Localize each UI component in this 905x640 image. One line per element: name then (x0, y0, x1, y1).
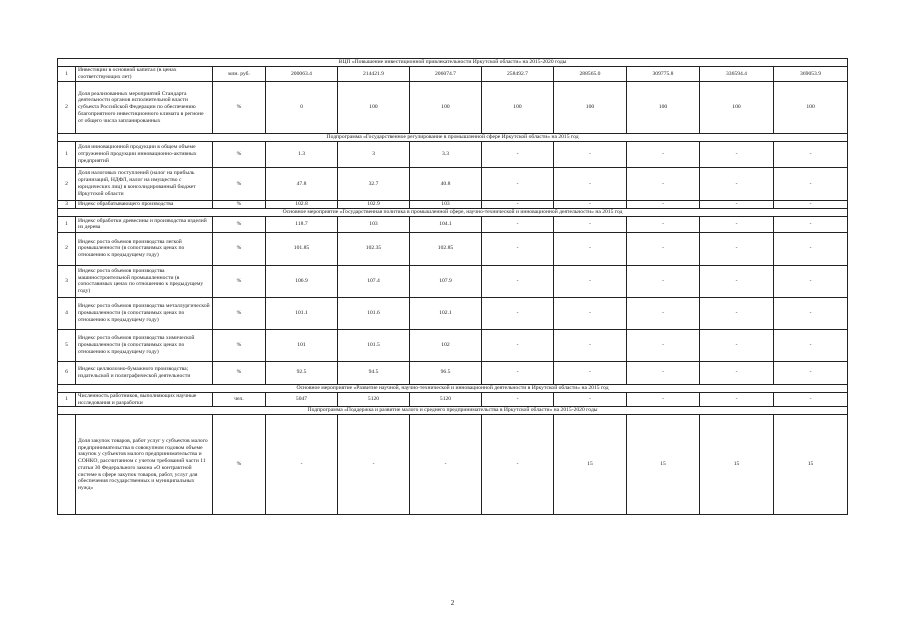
indicator-name: Численность работников, выполняющих научные исследования и разработки (76, 392, 213, 407)
indicator-unit: чел. (213, 392, 266, 407)
indicator-value: 5120 (338, 392, 410, 407)
indicator-value: - (266, 415, 338, 515)
indicator-value: 101.85 (266, 232, 338, 265)
indicator-value: 102.9 (338, 201, 410, 209)
table-row (58, 168, 848, 201)
indicator-value: - (554, 265, 627, 297)
indicator-value: 101.1 (266, 297, 338, 329)
indicator-value: 200063.4 (266, 67, 338, 82)
indicator-unit: % (213, 415, 266, 515)
indicator-value: 5120 (410, 392, 482, 407)
indicator-value: 214421.9 (338, 67, 410, 82)
indicator-value: 336594.4 (700, 67, 774, 82)
row-number: 5 (58, 329, 76, 361)
indicator-value: 104.1 (410, 216, 482, 232)
table-row (58, 392, 848, 407)
indicator-value: 96.5 (410, 361, 482, 384)
indicator-value: - (700, 361, 774, 384)
indicator-value: - (482, 216, 554, 232)
indicator-value: 107.9 (410, 265, 482, 297)
indicator-value: - (554, 142, 627, 168)
row-number: 3 (58, 201, 76, 209)
indicator-unit: % (213, 201, 266, 209)
section-header (58, 59, 848, 67)
indicator-value: - (482, 415, 554, 515)
indicator-value: 103 (410, 201, 482, 209)
indicator-value: - (482, 392, 554, 407)
section-header (58, 384, 848, 392)
indicator-name: Индекс роста объемов производства легкой промышленности (в сопоставимых ценах по отношению к предыдущему году) (76, 232, 213, 265)
row-number: 2 (58, 82, 76, 134)
table-row (58, 142, 848, 168)
indicator-unit: % (213, 297, 266, 329)
indicator-value: - (554, 201, 627, 209)
indicator-value: - (554, 392, 627, 407)
row-number (58, 415, 76, 515)
indicator-value: - (554, 168, 627, 201)
indicator-value: 0 (266, 82, 338, 134)
indicator-value: - (410, 415, 482, 515)
table-row (58, 329, 848, 361)
indicator-value: 102.85 (410, 232, 482, 265)
indicator-name: Доля закупок товаров, работ услуг у субъектов малого предпринимательства в совокупном годовом объеме закупок у субъектов малого предпринимательства и СОНКО, рассчитанном с учетом требований части 11 статьи 30 Федерального закона «О контрактной системе в сфере закупок товаров, работ, услуг для обеспечения государственных и муниципальных нужд» (76, 415, 213, 515)
indicator-value: 5047 (266, 392, 338, 407)
indicator-value: 3.3 (410, 142, 482, 168)
indicator-value: - (482, 168, 554, 201)
indicator-value: 15 (700, 415, 774, 515)
table-row (58, 232, 848, 265)
indicator-unit: % (213, 142, 266, 168)
indicator-value: 100 (554, 82, 627, 134)
indicator-value: - (554, 232, 627, 265)
indicator-value: 288565.0 (554, 67, 627, 82)
indicator-value: - (774, 201, 848, 209)
row-number: 6 (58, 361, 76, 384)
indicator-unit: % (213, 361, 266, 384)
indicator-value: 103 (338, 216, 410, 232)
indicator-value: - (554, 297, 627, 329)
indicator-value: 102 (410, 329, 482, 361)
indicator-value: - (554, 361, 627, 384)
table-row (58, 201, 848, 209)
indicator-value: 94.5 (338, 361, 410, 384)
indicator-value: - (700, 168, 774, 201)
indicator-value: - (700, 201, 774, 209)
row-number: 1 (58, 216, 76, 232)
indicator-value: - (700, 265, 774, 297)
indicator-value: 101.6 (338, 297, 410, 329)
section-header (58, 407, 848, 415)
table-row (58, 265, 848, 297)
section-title: Основное мероприятие «Государственная политика в промышленной сфере, научно-технической и инновационной деятельности» на 2015 год (58, 208, 848, 216)
section-header (58, 208, 848, 216)
indicator-value: - (627, 201, 700, 209)
indicator-value: 92.5 (266, 361, 338, 384)
indicator-value: 100 (627, 82, 700, 134)
indicator-value: - (774, 392, 848, 407)
indicator-value: - (482, 265, 554, 297)
indicator-value: - (482, 232, 554, 265)
indicator-value: - (338, 415, 410, 515)
indicator-value: - (482, 329, 554, 361)
indicator-value: 3 (338, 142, 410, 168)
indicator-value: - (700, 297, 774, 329)
table-row (58, 67, 848, 82)
indicator-value: - (554, 216, 627, 232)
indicator-name: Индекс обработки древесины и производства изделий из дерева (76, 216, 213, 232)
indicator-value: - (700, 142, 774, 168)
indicator-value: 32.7 (338, 168, 410, 201)
indicator-value: - (774, 168, 848, 201)
indicator-value: - (627, 168, 700, 201)
indicator-value: - (774, 329, 848, 361)
indicator-name: Доля реализованных мероприятий Стандарта деятельности органов исполнительной власти субъекта Российской Федерации по обеспечению благоприятного инвестиционного климата в регионе от общего числа запланированных (76, 82, 213, 134)
indicator-value: 15 (554, 415, 627, 515)
indicator-unit: % (213, 82, 266, 134)
indicator-value: 15 (774, 415, 848, 515)
indicator-value: 15 (627, 415, 700, 515)
indicator-value: - (627, 297, 700, 329)
indicator-value: 102.1 (410, 297, 482, 329)
indicator-value: - (774, 232, 848, 265)
indicator-value: - (627, 329, 700, 361)
indicator-name: Индекс роста объемов производства металлургической промышленности (в сопоставимых ценах по отношению к предыдущему году) (76, 297, 213, 329)
indicator-value: - (700, 232, 774, 265)
section-title: Подпрограмма «Поддержка и развитие малого и среднего предпринимательства в Иркутской области» на 2015-2020 годы (58, 407, 848, 415)
indicator-value: - (627, 265, 700, 297)
indicator-value: 100 (338, 82, 410, 134)
indicator-value: - (482, 201, 554, 209)
indicator-value: 100 (410, 82, 482, 134)
indicator-value: - (774, 142, 848, 168)
indicator-unit: % (213, 232, 266, 265)
indicator-name: Индекс роста объемов производства машиностроительной промышленности (в сопоставимых ценах по отношению к предыдущему году) (76, 265, 213, 297)
indicator-value: 101 (266, 329, 338, 361)
indicator-value: - (482, 297, 554, 329)
indicator-name: Доля инновационной продукции в общем объеме отгруженной продукции инновационно-активных предприятий (76, 142, 213, 168)
indicator-name: Доля налоговых поступлений (налог на прибыль организаций, НДФЛ, налог на имущество с юридических лиц) в консолидированный бюджет Иркутской области (76, 168, 213, 201)
indicator-value: 102.8 (266, 201, 338, 209)
row-number: 2 (58, 168, 76, 201)
indicator-unit: % (213, 168, 266, 201)
table-row (58, 361, 848, 384)
table-row (58, 82, 848, 134)
indicator-value: - (627, 392, 700, 407)
indicator-value: 101.5 (338, 329, 410, 361)
indicator-value: 100 (482, 82, 554, 134)
table-row (58, 415, 848, 515)
indicator-name: Индекс роста объемов производства химической промышленности (в сопоставимых ценах по отношению к предыдущему году) (76, 329, 213, 361)
indicator-value: - (700, 329, 774, 361)
indicator-value: 1.3 (266, 142, 338, 168)
row-number: 3 (58, 265, 76, 297)
indicator-value: 40.8 (410, 168, 482, 201)
indicator-value: - (627, 232, 700, 265)
indicator-value: - (774, 361, 848, 384)
indicator-value: - (627, 216, 700, 232)
section-title: Подпрограмма «Государственное регулирование в промышленной сфере Иркутской области» на 2015 год (58, 134, 848, 142)
indicator-value: - (774, 216, 848, 232)
indicator-value: - (482, 361, 554, 384)
indicator-value: 100 (700, 82, 774, 134)
indicator-value: - (700, 216, 774, 232)
indicator-value: 106.9 (266, 265, 338, 297)
indicator-value: - (627, 361, 700, 384)
indicator-unit: % (213, 329, 266, 361)
indicator-value: 309775.8 (627, 67, 700, 82)
section-title: ВЦП «Повышение инвестиционной привлекательности Иркутской области» на 2015-2020 годы (58, 59, 848, 67)
row-number: 4 (58, 297, 76, 329)
document-sheet (57, 58, 847, 515)
indicator-value: 118.7 (266, 216, 338, 232)
row-number: 2 (58, 232, 76, 265)
table-row (58, 297, 848, 329)
indicator-value: - (774, 265, 848, 297)
indicator-value: 258492.7 (482, 67, 554, 82)
table-body (58, 59, 848, 515)
indicator-value: 206074.7 (410, 67, 482, 82)
indicator-unit: % (213, 216, 266, 232)
indicator-name: Индекс обрабатывающего производства (76, 201, 213, 209)
indicator-value: 369053.9 (774, 67, 848, 82)
indicator-value: 107.4 (338, 265, 410, 297)
page-number: 2 (450, 599, 455, 607)
indicator-value: - (554, 329, 627, 361)
indicator-name: Инвестиции в основной капитал (в ценах соответствующих лет) (76, 67, 213, 82)
section-title: Основное мероприятие «Развитие научной, научно-технической и инновационной деятельности в Иркутской области» на 2015 год (58, 384, 848, 392)
section-header (58, 134, 848, 142)
indicator-value: 102.35 (338, 232, 410, 265)
indicator-name: Индекс целлюлозно-бумажного производства; издательской и полиграфической деятельности (76, 361, 213, 384)
indicator-value: - (482, 142, 554, 168)
row-number: 1 (58, 142, 76, 168)
indicator-value: 100 (774, 82, 848, 134)
indicator-value: - (700, 392, 774, 407)
table-row (58, 216, 848, 232)
indicator-unit: млн. руб. (213, 67, 266, 82)
row-number: 1 (58, 392, 76, 407)
indicators-table (57, 58, 848, 515)
indicator-value: 47.8 (266, 168, 338, 201)
indicator-value: - (627, 142, 700, 168)
indicator-unit: % (213, 265, 266, 297)
indicator-value: - (774, 297, 848, 329)
row-number: 1 (58, 67, 76, 82)
